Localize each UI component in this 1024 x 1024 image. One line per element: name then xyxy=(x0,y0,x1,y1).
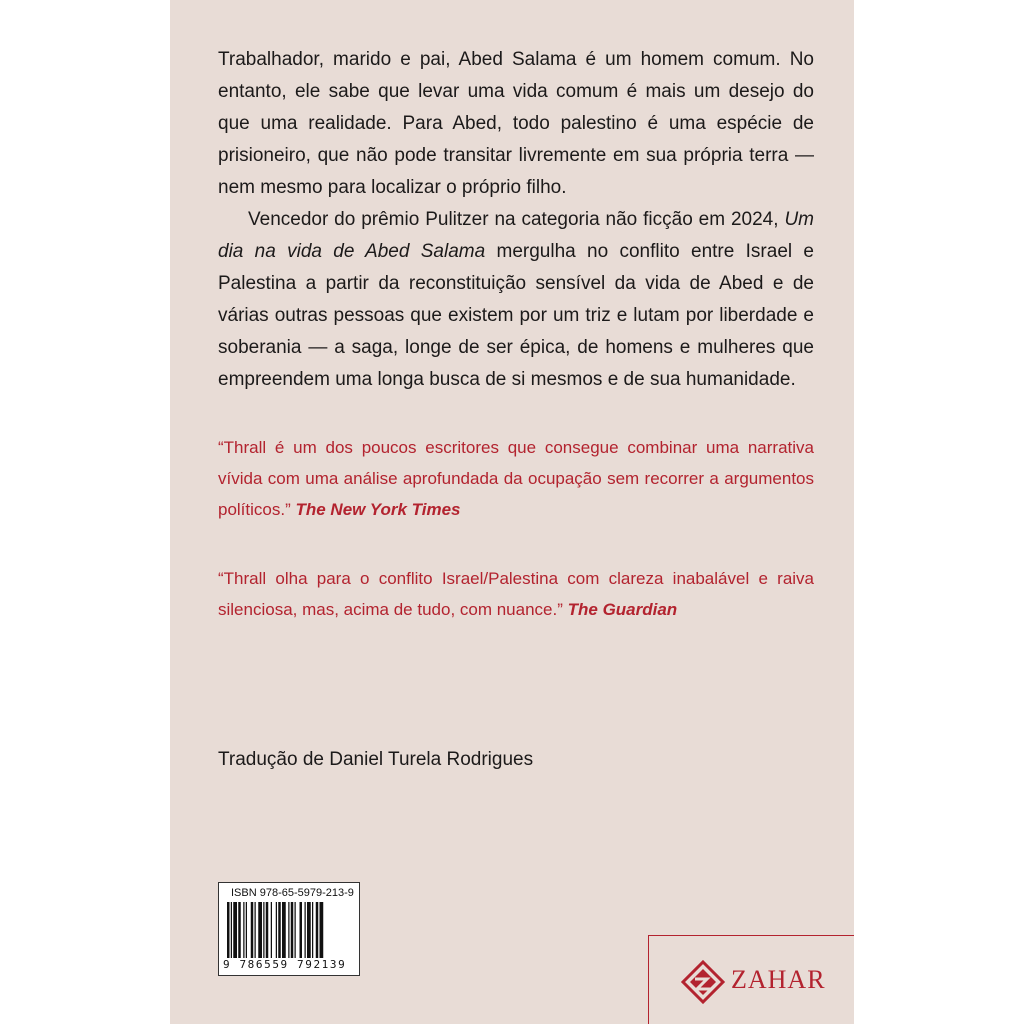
book-back-cover xyxy=(170,0,854,1024)
translator-credit: Tradução de Daniel Turela Rodrigues xyxy=(218,749,534,770)
publisher-name: ZAHAR xyxy=(731,965,826,994)
quote-text: “Thrall é um dos poucos escritores que consegue combinar uma narrativa vívida com uma análise aprofundada da ocupação sem recorrer a argumentos políticos.” xyxy=(218,438,814,519)
synopsis xyxy=(218,44,814,396)
review-quote-nyt xyxy=(218,432,814,525)
publisher-box xyxy=(648,935,854,1024)
synopsis-p2-end: mergulha no conflito entre Israel e Palestina a partir da reconstituição sensível da vida de Abed e de várias outras pessoas que existem por um triz e lutam por liberdade e soberania — a saga, longe de ser épica, de homens e mulheres que empreendem uma longa busca de si mesmos e de sua humanidade. xyxy=(218,241,814,390)
zahar-logo-icon xyxy=(681,960,725,1004)
barcode-bars xyxy=(225,902,353,958)
book-title-italic: Um dia na vida de Abed Salama xyxy=(218,209,814,262)
isbn-barcode xyxy=(218,882,360,976)
quote-source: The Guardian xyxy=(567,600,678,619)
quote-source: The New York Times xyxy=(295,500,461,519)
review-quote-guardian xyxy=(218,563,814,625)
barcode-digits: 9 786559 792139 xyxy=(223,958,347,971)
synopsis-p2-start: Vencedor do prêmio Pulitzer na categoria não ficção em 2024, xyxy=(248,209,785,230)
quote-text: “Thrall olha para o conflito Israel/Palestina com clareza inabalável e raiva silenciosa, mas, acima de tudo, com nuance.” xyxy=(218,569,814,619)
synopsis-paragraph-1: Trabalhador, marido e pai, Abed Salama é um homem comum. No entanto, ele sabe que levar uma vida comum é mais um desejo do que uma realidade. Para Abed, todo palestino é uma espécie de prisioneiro, que não pode transitar livremente em sua própria terra — nem mesmo para localizar o próprio filho. xyxy=(218,49,814,198)
isbn-label: ISBN 978-65-5979-213-9 xyxy=(231,887,354,899)
synopsis-paragraph-2 xyxy=(218,204,814,396)
